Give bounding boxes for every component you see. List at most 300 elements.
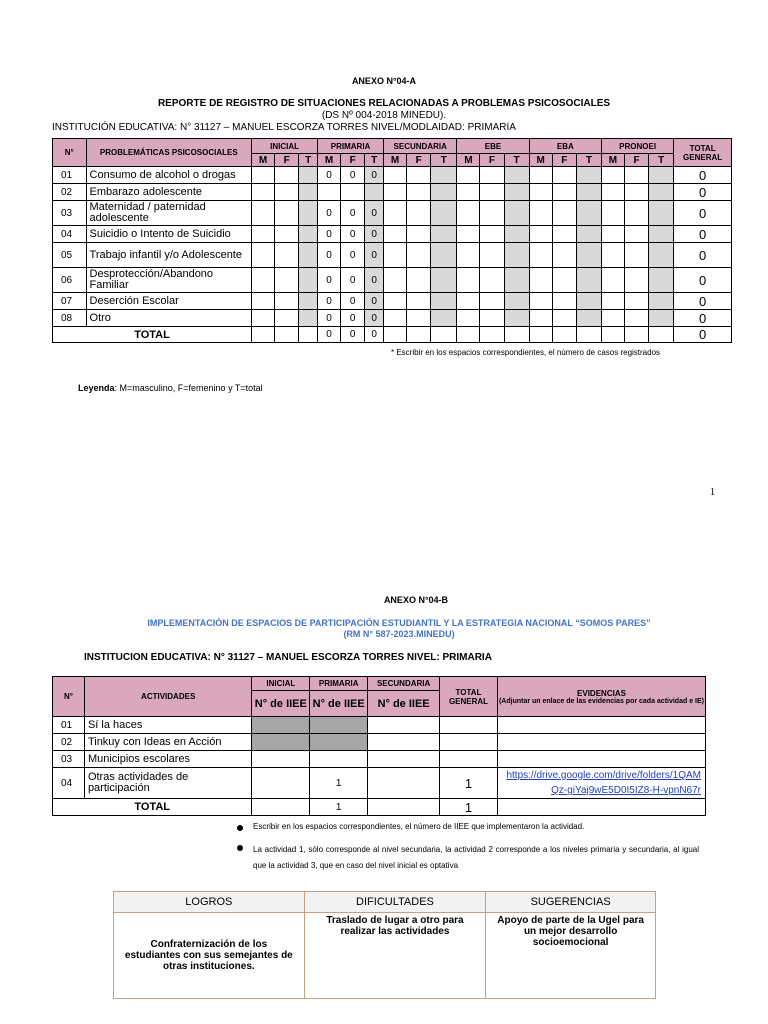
row-total: 1 xyxy=(440,768,498,799)
annex-a-ds: (DS Nº 004-2018 MINEDU). xyxy=(321,110,447,121)
primaria-cell: 1 xyxy=(310,768,368,799)
total-value-cell: 0 xyxy=(341,327,365,343)
value-cell xyxy=(407,293,431,310)
total-value-cell xyxy=(275,327,299,343)
row-problem-label: Otro xyxy=(86,310,252,327)
value-cell xyxy=(275,268,299,293)
annex-a-subtitle: REPORTE DE REGISTRO DE SITUACIONES RELACIONADAS A PROBLEMAS PSICOSOCIALES xyxy=(157,98,611,109)
value-cell xyxy=(407,226,431,243)
value-cell xyxy=(625,167,649,184)
value-cell xyxy=(431,226,457,243)
value-cell xyxy=(601,293,624,310)
evidence-note: (Adjuntar un enlace de las evidencias por cada actividad e IE) xyxy=(498,697,704,705)
value-cell: 0 xyxy=(365,243,384,268)
table-row xyxy=(53,717,706,734)
mft-header: T xyxy=(576,154,601,167)
psychosocial-table xyxy=(52,138,732,343)
col-problem-header: PROBLEMÁTICAS PSICOSOCIALES xyxy=(86,139,252,167)
row-number: 07 xyxy=(53,293,87,310)
logros-header: LOGROS xyxy=(114,892,305,913)
value-cell: 0 xyxy=(341,167,365,184)
annex-b-institution: INSTITUCION EDUCATIVA: N° 31127 – MANUEL ESCORZA TORRES NIVEL: PRIMARIA xyxy=(84,652,492,663)
value-cell xyxy=(275,201,299,226)
value-cell xyxy=(431,243,457,268)
value-cell xyxy=(252,293,275,310)
inicial-cell xyxy=(252,734,310,751)
value-cell xyxy=(407,184,431,201)
value-cell xyxy=(552,243,576,268)
value-cell xyxy=(529,167,552,184)
value-cell xyxy=(625,243,649,268)
value-cell: 0 xyxy=(341,310,365,327)
total-secundaria xyxy=(368,799,440,816)
value-cell xyxy=(252,226,275,243)
level-secundaria-header: SECUNDARIA xyxy=(384,139,457,154)
bullet-icon xyxy=(237,845,243,851)
secundaria-cell xyxy=(368,751,440,768)
total-primaria: 1 xyxy=(310,799,368,816)
value-cell xyxy=(529,226,552,243)
annex-a-institution: INSTITUCIÓN EDUCATIVA: N° 31127 – MANUEL ESCORZA TORRES NIVEL/MODLAIDAD: PRIMARIA xyxy=(52,122,516,133)
value-cell xyxy=(457,167,480,184)
value-cell xyxy=(384,293,407,310)
value-cell xyxy=(275,167,299,184)
mft-header: M xyxy=(529,154,552,167)
value-cell xyxy=(457,310,480,327)
value-cell xyxy=(576,310,601,327)
table-row xyxy=(53,243,732,268)
value-cell xyxy=(576,167,601,184)
total-value-cell xyxy=(576,327,601,343)
value-cell xyxy=(649,167,674,184)
mft-header: M xyxy=(252,154,275,167)
value-cell xyxy=(480,226,504,243)
total-value-cell: 0 xyxy=(318,327,341,343)
mft-header: M xyxy=(318,154,341,167)
b-inicial-iiee: N° de IIEE xyxy=(252,691,310,717)
row-problem-label: Desprotección/Abandono Familiar xyxy=(86,268,252,293)
total-value-cell xyxy=(299,327,318,343)
value-cell xyxy=(552,226,576,243)
value-cell xyxy=(252,243,275,268)
value-cell xyxy=(576,226,601,243)
evidence-cell xyxy=(497,751,705,768)
value-cell xyxy=(341,184,365,201)
table-row xyxy=(53,293,732,310)
primaria-cell xyxy=(310,717,368,734)
value-cell xyxy=(529,184,552,201)
total-inicial xyxy=(252,799,310,816)
secundaria-cell xyxy=(368,734,440,751)
mft-header: T xyxy=(299,154,318,167)
primaria-cell xyxy=(310,734,368,751)
total-value-cell: 0 xyxy=(365,327,384,343)
value-cell xyxy=(431,201,457,226)
table-row xyxy=(53,768,706,799)
value-cell xyxy=(601,184,624,201)
value-cell xyxy=(299,201,318,226)
legend-label: Leyenda xyxy=(78,383,115,393)
value-cell xyxy=(625,226,649,243)
table-row xyxy=(53,167,732,184)
row-problem-label: Embarazo adolescente xyxy=(86,184,252,201)
value-cell xyxy=(625,201,649,226)
value-cell: 0 xyxy=(365,310,384,327)
value-cell xyxy=(384,201,407,226)
sugerencias-header: SUGERENCIAS xyxy=(486,892,656,913)
annex-a-footnote: * Escribir en los espacios correspondientes, el número de casos registrados xyxy=(391,348,661,357)
value-cell xyxy=(431,310,457,327)
row-number: 08 xyxy=(53,310,87,327)
table-row xyxy=(53,226,732,243)
row-number: 03 xyxy=(53,751,85,768)
value-cell xyxy=(576,201,601,226)
legend-text: : M=masculino, F=femenino y T=total xyxy=(114,383,263,393)
total-value-cell xyxy=(649,327,674,343)
legend xyxy=(78,383,263,393)
row-problem-label: Trabajo infantil y/o Adolescente xyxy=(86,243,252,268)
row-total: 0 xyxy=(674,293,732,310)
total-value-cell xyxy=(431,327,457,343)
value-cell xyxy=(601,226,624,243)
value-cell: 0 xyxy=(318,167,341,184)
value-cell xyxy=(480,243,504,268)
value-cell xyxy=(625,268,649,293)
row-total: 0 xyxy=(674,310,732,327)
value-cell xyxy=(480,167,504,184)
row-total: 0 xyxy=(674,167,732,184)
value-cell xyxy=(529,293,552,310)
value-cell xyxy=(576,293,601,310)
annex-a-title: ANEXO N°04-A xyxy=(351,76,417,86)
value-cell xyxy=(384,226,407,243)
activity-label: Tinkuy con Ideas en Acción xyxy=(84,734,251,751)
value-cell xyxy=(457,293,480,310)
value-cell xyxy=(504,167,529,184)
activity-label: Otras actividades de participación xyxy=(84,768,251,799)
value-cell xyxy=(365,184,384,201)
value-cell xyxy=(275,226,299,243)
row-problem-label: Deserción Escolar xyxy=(86,293,252,310)
value-cell xyxy=(457,268,480,293)
value-cell xyxy=(601,243,624,268)
value-cell xyxy=(480,293,504,310)
value-cell xyxy=(431,293,457,310)
value-cell xyxy=(504,243,529,268)
value-cell xyxy=(576,268,601,293)
table-row xyxy=(53,201,732,226)
row-problem-label: Consumo de alcohol o drogas xyxy=(86,167,252,184)
value-cell xyxy=(384,268,407,293)
value-cell xyxy=(252,310,275,327)
value-cell xyxy=(552,268,576,293)
value-cell xyxy=(384,184,407,201)
annex-b-title: ANEXO N°04-B xyxy=(383,595,449,605)
value-cell xyxy=(275,243,299,268)
value-cell xyxy=(649,310,674,327)
row-number: 01 xyxy=(53,717,85,734)
inicial-cell xyxy=(252,751,310,768)
value-cell: 0 xyxy=(365,167,384,184)
row-number: 04 xyxy=(53,226,87,243)
total-value-cell xyxy=(625,327,649,343)
value-cell xyxy=(384,310,407,327)
value-cell xyxy=(552,201,576,226)
mft-header: T xyxy=(504,154,529,167)
value-cell xyxy=(480,310,504,327)
value-cell xyxy=(275,293,299,310)
value-cell xyxy=(480,201,504,226)
dificultades-text: Traslado de lugar a otro para realizar las actividades xyxy=(304,913,486,999)
total-value-cell xyxy=(552,327,576,343)
value-cell xyxy=(299,310,318,327)
value-cell xyxy=(649,293,674,310)
value-cell xyxy=(504,226,529,243)
annex-b-subtitle: IMPLEMENTACIÓN DE ESPACIOS DE PARTICIPACIÓN ESTUDIANTIL Y LA ESTRATEGIA NACIONAL “SOMOS PARES” xyxy=(147,618,651,628)
logros-text: Confraternización de los estudiantes con sus semejantes de otras instituciones. xyxy=(114,913,305,999)
value-cell: 0 xyxy=(318,310,341,327)
value-cell xyxy=(649,268,674,293)
value-cell xyxy=(275,310,299,327)
mft-header: T xyxy=(365,154,384,167)
value-cell xyxy=(252,268,275,293)
activity-label: Sí la haces xyxy=(84,717,251,734)
value-cell xyxy=(407,243,431,268)
value-cell xyxy=(457,243,480,268)
value-cell: 0 xyxy=(341,243,365,268)
value-cell xyxy=(299,184,318,201)
total-row xyxy=(53,799,706,816)
total-general-header: TOTAL GENERAL xyxy=(674,139,732,167)
primaria-cell xyxy=(310,751,368,768)
value-cell xyxy=(252,201,275,226)
row-number: 05 xyxy=(53,243,87,268)
b-col-inicial-header: INICIAL xyxy=(252,677,310,691)
value-cell: 0 xyxy=(318,293,341,310)
value-cell xyxy=(457,201,480,226)
b-secundaria-iiee: N° de IIEE xyxy=(368,691,440,717)
inicial-cell xyxy=(252,717,310,734)
value-cell xyxy=(625,310,649,327)
col-num-header: N° xyxy=(53,139,87,167)
value-cell xyxy=(431,184,457,201)
value-cell xyxy=(457,184,480,201)
dificultades-header: DIFICULTADES xyxy=(304,892,486,913)
value-cell xyxy=(552,293,576,310)
value-cell xyxy=(407,201,431,226)
mft-header: M xyxy=(457,154,480,167)
value-cell xyxy=(601,201,624,226)
value-cell xyxy=(625,293,649,310)
level-ebe-header: EBE xyxy=(457,139,529,154)
b-col-num-header: N° xyxy=(53,677,85,717)
value-cell xyxy=(552,184,576,201)
row-number: 02 xyxy=(53,734,85,751)
mft-header: F xyxy=(552,154,576,167)
value-cell xyxy=(529,243,552,268)
table-row xyxy=(53,184,732,201)
row-total: 0 xyxy=(674,243,732,268)
total-general-value: 1 xyxy=(440,799,498,816)
value-cell xyxy=(576,184,601,201)
level-eba-header: EBA xyxy=(529,139,601,154)
value-cell xyxy=(431,268,457,293)
table-row xyxy=(53,751,706,768)
value-cell xyxy=(649,201,674,226)
level-pronoei-header: PRONOEI xyxy=(601,139,673,154)
value-cell xyxy=(384,243,407,268)
total-evidence xyxy=(497,799,705,816)
mft-header: F xyxy=(480,154,504,167)
b-col-primaria-header: PRIMARIA xyxy=(310,677,368,691)
mft-header: T xyxy=(431,154,457,167)
total-general-value: 0 xyxy=(674,327,732,343)
annex-b-note-1: Escribir en los espacios correspondientes, el número de IIEE que implementaron la actividad. xyxy=(253,822,585,831)
b-col-activities-header: ACTIVIDADES xyxy=(84,677,251,717)
row-total xyxy=(440,717,498,734)
value-cell xyxy=(299,293,318,310)
value-cell xyxy=(252,184,275,201)
value-cell xyxy=(299,268,318,293)
value-cell: 0 xyxy=(318,201,341,226)
total-value-cell xyxy=(504,327,529,343)
value-cell xyxy=(407,268,431,293)
total-value-cell xyxy=(529,327,552,343)
value-cell xyxy=(552,167,576,184)
value-cell xyxy=(299,167,318,184)
value-cell: 0 xyxy=(365,201,384,226)
total-value-cell xyxy=(601,327,624,343)
value-cell: 0 xyxy=(318,226,341,243)
row-problem-label: Suicidio o Intento de Suicidio xyxy=(86,226,252,243)
value-cell xyxy=(625,184,649,201)
evidence-link[interactable]: https://drive.google.com/drive/folders/1QAMQz-giYaj9wE5D0I5IZ8-H-vpnN67r xyxy=(506,770,701,796)
value-cell xyxy=(318,184,341,201)
table-row xyxy=(53,268,732,293)
summary-table xyxy=(113,891,656,999)
value-cell xyxy=(649,226,674,243)
b-col-total-header: TOTAL GENERAL xyxy=(440,677,498,717)
mft-header: T xyxy=(649,154,674,167)
total-value-cell xyxy=(407,327,431,343)
row-number: 04 xyxy=(53,768,85,799)
sugerencias-text: Apoyo de parte de la Ugel para un mejor desarrollo socioemocional xyxy=(486,913,656,999)
value-cell xyxy=(431,167,457,184)
value-cell: 0 xyxy=(318,268,341,293)
row-total xyxy=(440,751,498,768)
value-cell xyxy=(552,310,576,327)
value-cell xyxy=(529,310,552,327)
row-total: 0 xyxy=(674,226,732,243)
level-primaria-header: PRIMARIA xyxy=(318,139,384,154)
total-label: TOTAL xyxy=(53,799,252,816)
total-label: TOTAL xyxy=(53,327,252,343)
total-value-cell xyxy=(384,327,407,343)
value-cell: 0 xyxy=(365,268,384,293)
table-row xyxy=(53,734,706,751)
secundaria-cell xyxy=(368,768,440,799)
mft-header: F xyxy=(275,154,299,167)
row-total xyxy=(440,734,498,751)
total-value-cell xyxy=(252,327,275,343)
row-number: 01 xyxy=(53,167,87,184)
value-cell xyxy=(275,184,299,201)
row-total: 0 xyxy=(674,201,732,226)
value-cell: 0 xyxy=(341,268,365,293)
value-cell xyxy=(480,184,504,201)
annex-b-note-2: La actividad 1, sólo corresponde al nivel secundaria, la actividad 2 corresponde a los niveles primaria y secundaria, al igual que la actividad 3, que en caso del nivel inicial es optativa xyxy=(253,845,699,870)
evidence-cell xyxy=(497,768,705,799)
evidence-cell xyxy=(497,717,705,734)
value-cell xyxy=(299,226,318,243)
value-cell xyxy=(407,310,431,327)
value-cell xyxy=(576,243,601,268)
value-cell: 0 xyxy=(365,226,384,243)
value-cell: 0 xyxy=(341,201,365,226)
row-number: 02 xyxy=(53,184,87,201)
level-inicial-header: INICIAL xyxy=(252,139,318,154)
value-cell xyxy=(504,268,529,293)
b-col-secundaria-header: SECUNDARIA xyxy=(368,677,440,691)
b-primaria-iiee: N° de IIEE xyxy=(310,691,368,717)
b-col-evidence-header xyxy=(497,677,705,717)
activity-label: Municipios escolares xyxy=(84,751,251,768)
evidence-cell xyxy=(497,734,705,751)
evidence-title: EVIDENCIAS xyxy=(577,688,626,698)
value-cell xyxy=(601,268,624,293)
value-cell xyxy=(457,226,480,243)
mft-header: M xyxy=(601,154,624,167)
row-total: 0 xyxy=(674,268,732,293)
value-cell xyxy=(407,167,431,184)
value-cell xyxy=(649,184,674,201)
mft-header: F xyxy=(407,154,431,167)
value-cell xyxy=(529,268,552,293)
secundaria-cell xyxy=(368,717,440,734)
table-row xyxy=(53,310,732,327)
row-total: 0 xyxy=(674,184,732,201)
participation-table xyxy=(52,676,706,816)
row-number: 03 xyxy=(53,201,87,226)
value-cell xyxy=(504,293,529,310)
bullet-icon xyxy=(237,825,243,831)
value-cell: 0 xyxy=(341,226,365,243)
value-cell: 0 xyxy=(318,243,341,268)
row-number: 06 xyxy=(53,268,87,293)
value-cell xyxy=(384,167,407,184)
value-cell xyxy=(601,167,624,184)
value-cell xyxy=(504,184,529,201)
value-cell xyxy=(480,268,504,293)
value-cell xyxy=(504,310,529,327)
value-cell: 0 xyxy=(365,293,384,310)
value-cell xyxy=(601,310,624,327)
value-cell xyxy=(504,201,529,226)
mft-header: M xyxy=(384,154,407,167)
value-cell xyxy=(299,243,318,268)
total-value-cell xyxy=(457,327,480,343)
total-value-cell xyxy=(480,327,504,343)
value-cell xyxy=(252,167,275,184)
page-number: 1 xyxy=(710,487,715,498)
inicial-cell xyxy=(252,768,310,799)
mft-header: F xyxy=(341,154,365,167)
value-cell xyxy=(529,201,552,226)
value-cell xyxy=(649,243,674,268)
annex-b-rm: (RM N° 587-2023.MINEDU) xyxy=(343,629,455,639)
value-cell: 0 xyxy=(341,293,365,310)
row-problem-label: Maternidad / paternidad adolescente xyxy=(86,201,252,226)
